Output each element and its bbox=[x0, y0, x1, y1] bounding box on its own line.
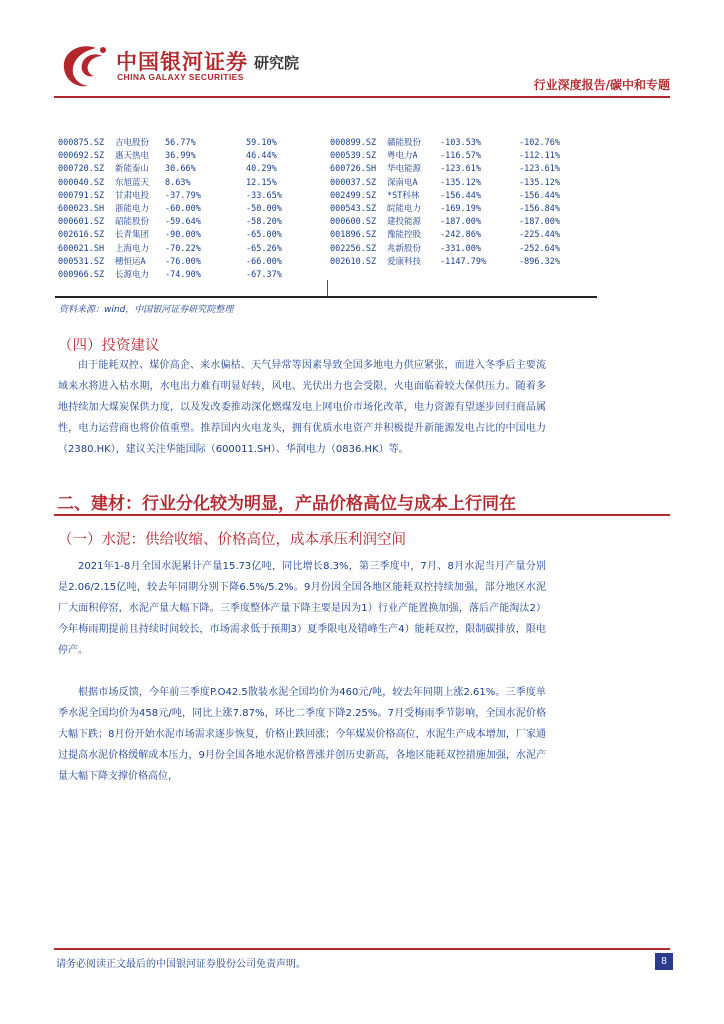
table-cell-stock-name: 长青集团 bbox=[115, 230, 150, 241]
table-cell-stock-code: 000875.SZ bbox=[58, 138, 105, 148]
table-cell-stock-code: 600726.SH bbox=[330, 164, 377, 175]
cement-paragraph-1: 2021年1-8月全国水泥累计产量15.73亿吨，同比增长8.3%，第三季度中，7月、8月水泥当月产量分别是2.06/2.15亿吨，较去年同期分别下降6.5%/5.2%。9月份因全国各地区能耗双控持续加强，部分地区水泥厂大面积停窑，水泥产量大幅下降。三季度整体产量下降主要是因为1）行业产能置换加强，落后产能淘汰2）今年梅雨期提前且持续时间较长，市场需求低于预期3）夏季限电及错峰生产4）能耗双控，限制碳排放，限电停产。 bbox=[58, 561, 546, 656]
table-cell-change-value-1: -70.22% bbox=[165, 243, 201, 254]
table-cell-stock-name: 韶能股份 bbox=[115, 217, 150, 228]
footer-divider bbox=[54, 948, 670, 950]
table-cell-change-value-1: 36.99% bbox=[165, 151, 196, 162]
report-type-label: 行业深度报告/碳中和专题 bbox=[533, 78, 670, 92]
table-cell-change-value-2: 12.15% bbox=[246, 177, 277, 188]
table-cell-change-value-2: -102.76% bbox=[519, 138, 560, 148]
section-divider bbox=[54, 514, 670, 516]
table-cell-stock-code: 000600.SZ bbox=[330, 217, 377, 228]
table-cell-change-value-1: -59.64% bbox=[165, 217, 201, 228]
table-cell-stock-name: 皖能电力 bbox=[387, 204, 422, 214]
table-cell-change-value-2: -123.61% bbox=[519, 164, 560, 175]
table-cell-change-value-1: -116.57% bbox=[440, 151, 481, 162]
table-cell-stock-code: 000531.SZ bbox=[58, 256, 105, 267]
table-cell-change-value-2: -135.12% bbox=[519, 177, 560, 188]
table-cell-change-value-1: 56.77% bbox=[165, 138, 196, 148]
table-cell-stock-name: 穗恒运A bbox=[115, 256, 146, 267]
table-row bbox=[55, 267, 597, 283]
table-cell-change-value-2: -65.26% bbox=[246, 243, 282, 254]
table-cell-change-value-1: -90.00% bbox=[165, 230, 201, 241]
table-cell-stock-name: 长源电力 bbox=[115, 270, 150, 280]
table-cell-change-value-2: -33.65% bbox=[246, 190, 282, 201]
table-cell-change-value-2: -225.44% bbox=[519, 230, 560, 241]
table-source-note: 资料来源：wind，中国银河证券研究院整理 bbox=[59, 305, 234, 315]
table-cell-change-value-2: -156.44% bbox=[519, 190, 560, 201]
table-cell-stock-code: 000966.SZ bbox=[58, 270, 105, 280]
table-cell-change-value-1: -242.86% bbox=[440, 230, 481, 241]
table-cell-change-value-1: -135.12% bbox=[440, 177, 481, 188]
table-cell-stock-code: 000791.SZ bbox=[58, 190, 105, 201]
table-cell-change-value-2: 40.29% bbox=[246, 164, 277, 175]
table-cell-stock-name: 东旭蓝天 bbox=[115, 177, 150, 188]
table-cell-stock-code: 600023.SH bbox=[58, 204, 105, 214]
table-cell-change-value-2: -50.00% bbox=[246, 204, 282, 214]
galaxy-logo-icon bbox=[58, 42, 112, 90]
table-cell-change-value-1: -103.53% bbox=[440, 138, 481, 148]
table-cell-change-value-2: -66.00% bbox=[246, 256, 282, 267]
table-cell-stock-code: 001896.SZ bbox=[330, 230, 377, 241]
cement-paragraph-2: 根据市场反馈，今年前三季度P.O42.5散装水泥全国均价为460元/吨，较去年同期上涨2.61%。三季度单季水泥全国均价为458元/吨，同比上涨7.87%，环比二季度下降2.25%。7月受梅雨季节影响，全国水泥价格大幅下跌；8月份开始水泥市场需求逐步恢复，价格止跌回涨；今年煤炭价格高位，水泥生产成本增加，厂家通过提高水泥价格缓解成本压力，9月份全国各地水泥价格普涨并创历史新高，各地区能耗双控措施加强，水泥产量大幅下降支撑价格高位， bbox=[58, 687, 546, 782]
table-cell-stock-code: 000539.SZ bbox=[330, 151, 377, 162]
table-cell-change-value-1: 30.66% bbox=[165, 164, 196, 175]
page-header bbox=[0, 0, 724, 100]
table-cell-stock-code: 002499.SZ bbox=[330, 190, 377, 201]
table-cell-stock-code: 600021.SH bbox=[58, 243, 105, 254]
table-cell-stock-name: 粤电力A bbox=[387, 151, 418, 162]
table-cell-change-value-2: -252.64% bbox=[519, 243, 560, 254]
table-cell-change-value-1: -331.00% bbox=[440, 243, 481, 254]
table-cell-change-value-2: -58.20% bbox=[246, 217, 282, 228]
table-cell-change-value-1: -76.00% bbox=[165, 256, 201, 267]
table-cell-stock-code: 000720.SZ bbox=[58, 164, 105, 175]
table-cell-change-value-1: -169.19% bbox=[440, 204, 481, 214]
table-cell-change-value-1: -123.61% bbox=[440, 164, 481, 175]
table-cell-change-value-1: 8.63% bbox=[165, 177, 191, 188]
table-cell-stock-code: 000899.SZ bbox=[330, 138, 377, 148]
table-column-divider bbox=[327, 280, 328, 296]
brand-name-en: CHINA GALAXY SECURITIES bbox=[117, 72, 244, 82]
page-number: 8 bbox=[655, 953, 673, 970]
table-cell-stock-code: 000601.SZ bbox=[58, 217, 105, 228]
cement-sub-heading: （一）水泥：供给收缩、价格高位，成本承压利润空间 bbox=[58, 532, 406, 548]
table-cell-change-value-1: -156.44% bbox=[440, 190, 481, 201]
table-cell-stock-name: 兆新股份 bbox=[387, 243, 422, 254]
table-cell-stock-name: 浙能电力 bbox=[115, 204, 150, 214]
table-cell-stock-name: 深南电A bbox=[387, 177, 418, 188]
table-cell-change-value-2: -112.11% bbox=[519, 151, 560, 162]
table-cell-change-value-2: 46.44% bbox=[246, 151, 277, 162]
table-cell-change-value-2: -65.00% bbox=[246, 230, 282, 241]
table-cell-stock-name: 新能泰山 bbox=[115, 164, 150, 175]
table-cell-stock-name: 豫能控股 bbox=[387, 230, 422, 241]
disclaimer-text: 请务必阅读正文最后的中国银河证券股份公司免责声明。 bbox=[56, 959, 306, 970]
table-cell-change-value-2: 59.10% bbox=[246, 138, 277, 148]
table-cell-stock-name: 赣能股份 bbox=[387, 138, 422, 148]
investment-paragraph: 由于能耗双控、煤价高企、来水偏枯、天气异常等因素导致全国多地电力供应紧张，而进入冬季后主要流域来水将进入枯水期，水电出力难有明显好转，风电、光伏出力也会受限，火电面临着较大保供压力。随着多地持续加大煤炭保供力度，以及发改委推动深化燃煤发电上网电价市场化改革，电力资源有望逐步回归商品属性，电力运营商也将价值重塑。推荐国内火电龙头，拥有优质水电资产并积极提升新能源发电占比的中国电力（2380.HK），建议关注华能国际（600011.SH）、华润电力（0836.HK）等。 bbox=[58, 360, 546, 455]
table-cell-change-value-1: -74.90% bbox=[165, 270, 201, 280]
brand-name-cn: 中国银河证券 bbox=[116, 50, 248, 74]
table-cell-change-value-2: -896.32% bbox=[519, 256, 560, 267]
table-cell-stock-name: 甘肃电投 bbox=[115, 190, 150, 201]
table-cell-stock-code: 000543.SZ bbox=[330, 204, 377, 214]
table-cell-stock-name: 建投能源 bbox=[387, 217, 422, 228]
table-cell-change-value-2: -187.00% bbox=[519, 217, 560, 228]
table-cell-stock-code: 002256.SZ bbox=[330, 243, 377, 254]
table-bottom-border bbox=[55, 296, 597, 298]
table-cell-change-value-1: -37.79% bbox=[165, 190, 201, 201]
table-cell-stock-code: 002616.SZ bbox=[58, 230, 105, 241]
section-heading: 二、建材：行业分化较为明显，产品价格高位与成本上行同在 bbox=[57, 494, 516, 514]
table-cell-stock-code: 002610.SZ bbox=[330, 256, 377, 267]
table-cell-change-value-2: -67.37% bbox=[246, 270, 282, 280]
table-cell-stock-code: 000692.SZ bbox=[58, 151, 105, 162]
table-cell-stock-code: 000037.SZ bbox=[330, 177, 377, 188]
table-cell-change-value-2: -156.84% bbox=[519, 204, 560, 214]
table-cell-stock-name: *ST科林 bbox=[387, 190, 420, 201]
table-cell-stock-name: 上海电力 bbox=[115, 243, 150, 254]
table-cell-change-value-1: -1147.79% bbox=[440, 256, 487, 267]
table-cell-stock-name: 吉电股份 bbox=[115, 138, 150, 148]
table-cell-change-value-1: -60.00% bbox=[165, 204, 201, 214]
table-cell-stock-name: 爱康科技 bbox=[387, 256, 422, 267]
table-cell-change-value-1: -187.00% bbox=[440, 217, 481, 228]
header-divider bbox=[54, 96, 670, 98]
investment-heading: （四）投资建议 bbox=[58, 338, 160, 354]
table-cell-stock-name: 华电能源 bbox=[387, 164, 422, 175]
institute-name: 研究院 bbox=[254, 54, 300, 72]
table-cell-stock-name: 惠天热电 bbox=[115, 151, 150, 162]
table-cell-stock-code: 000040.SZ bbox=[58, 177, 105, 188]
